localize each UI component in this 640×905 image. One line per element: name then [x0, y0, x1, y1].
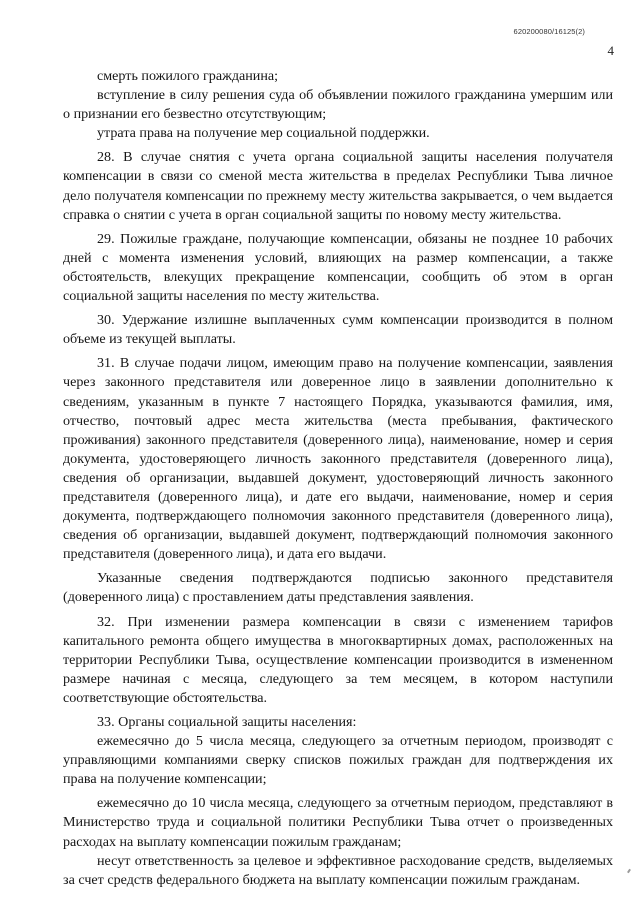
document-body — [63, 67, 613, 890]
paragraph-clause-29: 29. Пожилые граждане, получающие компенсации, обязаны не позднее 10 рабочих дней с момента изменения условий, влияющих на размер компенсации, а также обстоятельств, влекущих прекращение компенсации, сообщить об этом в орган социальной защиты населения по месту жительства. — [63, 230, 613, 305]
paragraph-termination-death: смерть пожилого гражданина; — [97, 68, 279, 84]
document-registration-code: 620200080/16125(2) — [513, 27, 585, 36]
paragraph-clause-31: 31. В случае подачи лицом, имеющим право на получение компенсации, заявления через законного представителя или доверенное лицо в заявлении дополнительно к сведениям, указанным в пункте 7 настоящего Порядка, указываются фамилия, имя, отчество, почтовый адрес места жительства (места пребывания, фактического проживания) законного представителя (доверенного лица), наименование, номер и серия документа, удостоверяющего личность законного представителя (доверенного лица), сведения об организации, выдавшей документ, удостоверяющий личность законного представителя (доверенного лица), и дате его выдачи, наименование, номер и серия документа, подтверждающего полномочия законного представителя (доверенного лица), сведения об организации, выдавшей документ, подтверждающий полномочия законного представителя (доверенного лица), и дата его выдачи. — [63, 355, 613, 563]
page-number: 4 — [607, 43, 614, 58]
paragraph-clause-33: 33. Органы социальной защиты населения: — [97, 714, 357, 730]
paragraph-clause-28: 28. В случае снятия с учета органа социальной защиты населения получателя компенсации в связи со сменой места жительства в пределах Республики Тыва личное дело получателя компенсации по прежнему месту жительства закрывается, о чем выдается справка о снятии с учета в орган социальной защиты по новому месту жительства. — [63, 149, 613, 223]
paragraph-clause-33-report: ежемесячно до 10 числа месяца, следующего за отчетным периодом, представляют в Министерство труда и социальной политики Республики Тыва отчет о произведенных расходах на выплату компенсации пожилым гражданам; — [63, 795, 613, 850]
paragraph-clause-32: 32. При изменении размера компенсации в связи с изменением тарифов капитального ремонта общего имущества в многоквартирных домах, расположенных на территории Республики Тыва, осуществление компенсации производится в измененном размере начиная с месяца, следующего за тем месяцем, в котором наступили соответствующие обстоятельства. — [63, 613, 613, 706]
paragraph-termination-court: вступление в силу решения суда об объявлении пожилого гражданина умершим или о признании его безвестно отсутствующим; — [63, 87, 613, 123]
paragraph-clause-33-responsibility: несут ответственность за целевое и эффективное расходование средств, выделяемых за счет средств федерального бюджета на выплату компенсации пожилым гражданам. — [63, 852, 613, 888]
scan-artifact-mark — [627, 869, 631, 873]
paragraph-clause-30: 30. Удержание излишне выплаченных сумм компенсации производится в полном объеме из текущей выплаты. — [63, 312, 613, 348]
paragraph-clause-33-reconciliation: ежемесячно до 5 числа месяца, следующего за отчетным периодом, производят с управляющими компаниями сверку списков пожилых граждан для подтверждения их права на получение компенсации; — [63, 733, 613, 788]
paragraph-termination-loss-of-right: утрата права на получение мер социальной поддержки. — [97, 125, 430, 142]
paragraph-clause-31-signature: Указанные сведения подтверждаются подписью законного представителя (доверенного лица) с проставлением даты представления заявления. — [63, 570, 613, 606]
